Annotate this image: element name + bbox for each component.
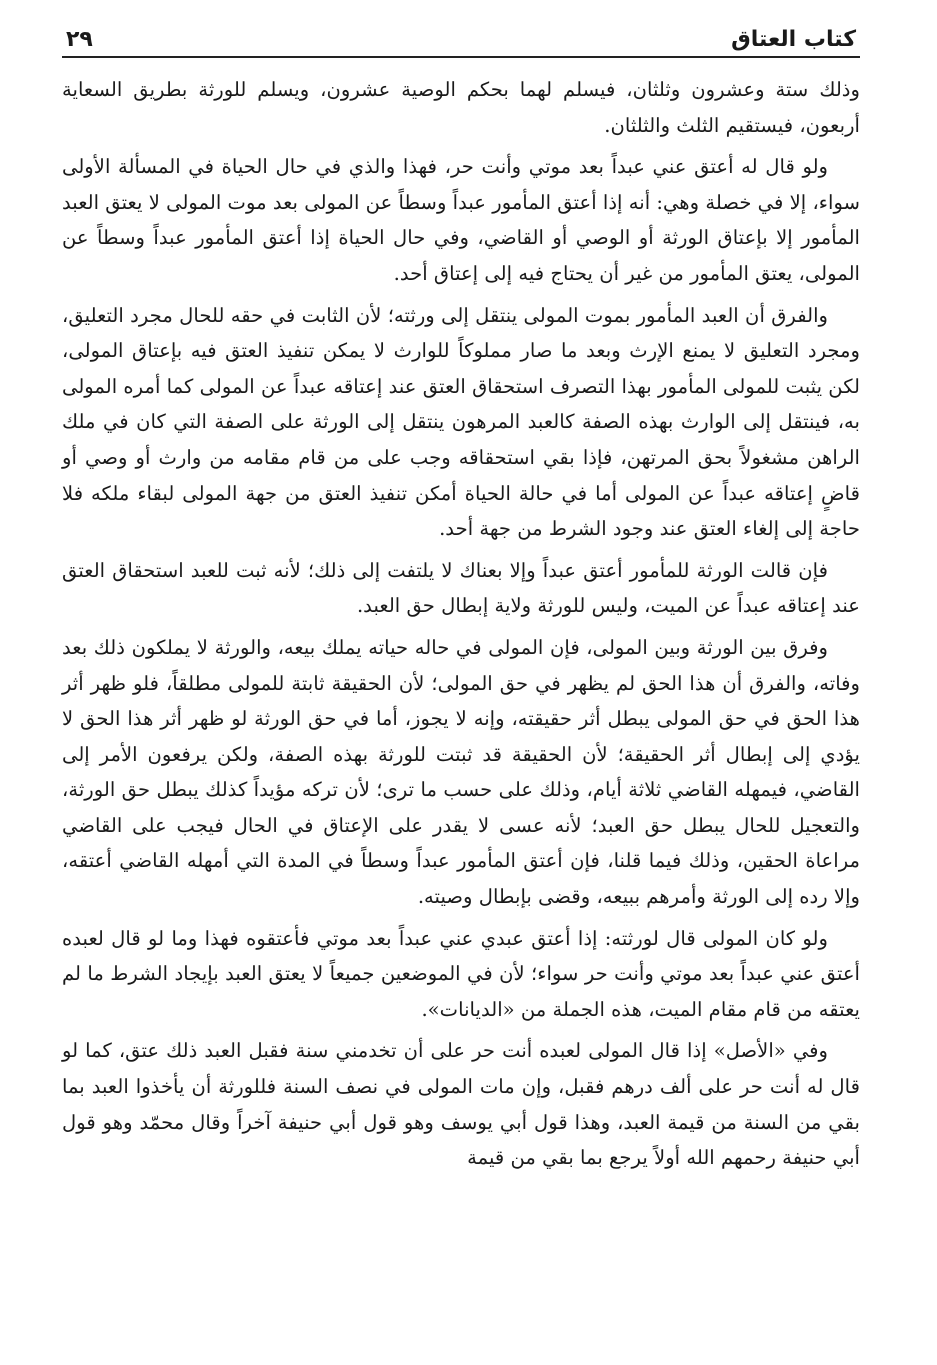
paragraph: فإن قالت الورثة للمأمور أعتق عبداً وإلا بعناك لا يلتفت إلى ذلك؛ لأنه ثبت للعبد استحقاق العتق عند إعتاقه عبداً عن الميت، وليس للورثة ولاية إبطال حق العبد. <box>62 558 860 618</box>
paragraph: ولو قال له أعتق عني عبداً بعد موتي وأنت حر، فهذا والذي في حال الحياة في المسألة الأولى سواء، إلا في خصلة وهي: أنه إذا أعتق المأمور عبداً وسطاً عن المولى بعد موت المولى لا يعتق العبد المأمور إلا بإعتاق الورثة أو الوصي أو القاضي، وفي حال الحياة إذا أعتق المأمور عبداً وسطاً عن المولى، يعتق المأمور من غير أن يحتاج فيه إلى إعتاق أحد. <box>62 155 860 285</box>
paragraph: والفرق أن العبد المأمور بموت المولى ينتقل إلى ورثته؛ لأن الثابت في حقه للحال مجرد التعليق، ومجرد التعليق لا يمنع الإرث وبعد ما صار مملوكاً للوارث لا يمكن تنفيذ العتق فيه بإعتاق المولى، لكن يثبت للمولى المأمور بهذا التصرف استحقاق العتق عند إعتاقه عبداً عن المولى كما أمره المولى به، فينتقل إلى الوارث بهذه الصفة كالعبد المرهون ينتقل إلى الورثة على الصفة التي كان في ملك الراهن مشغولاً بحق المرتهن، فإذا بقي استحقاقه وجب على من قام مقامه من وارث أو وصي أو قاضٍ إعتاقه عبداً عن المولى أما في حالة الحياة أمكن تنفيذ العتق من جهة المولى لبقاء ملكه فلا حاجة إلى إلغاء العتق عند وجود الشرط من جهة أحد. <box>62 303 860 541</box>
page-header <box>62 18 860 58</box>
paragraph: ولو كان المولى قال لورثته: إذا أعتق عبدي عني عبداً بعد موتي فأعتقوه فهذا وما لو قال لعبده أعتق عني عبداً بعد موتي وأنت حر سواء؛ لأن في الموضعين جميعاً لا يعتق العبد بإيجاد الشرط ما لم يعتقه من قام مقام الميت، هذه الجملة من «الديانات». <box>62 926 860 1021</box>
page-body <box>62 72 860 1176</box>
paragraph: وفي «الأصل» إذا قال المولى لعبده أنت حر على أن تخدمني سنة فقبل العبد ذلك عتق، كما لو قال له أنت حر على ألف درهم فقبل، وإن مات المولى في نصف السنة فللورثة أن يأخذوا العبد بما بقي من السنة من قيمة العبد، وهذا قول أبي يوسف وهو قول أبي حنيفة آخراً وقال محمّد وهو قول أبي حنيفة رحمهم الله أولاً يرجع بما بقي من قيمة <box>62 1039 860 1170</box>
page-number: ٢٩ <box>66 27 93 52</box>
paragraph: وذلك ستة وعشرون وثلثان، فيسلم لهما بحكم الوصية عشرون، ويسلم للورثة بطريق السعاية أربعون، فيستقيم الثلث والثلثان. <box>62 78 860 137</box>
paragraph: وفرق بين الورثة وبين المولى، فإن المولى في حاله حياته يملك بيعه، والورثة لا يملكون ذلك بعد وفاته، والفرق أن هذا الحق لم يظهر في حق المولى؛ لأن الحقيقة ثابتة للمولى مطلقاً، فلو ظهر أثر هذا الحق في حق المولى يبطل أثر حقيقته، وإنه لا يجوز، أما في حق الورثة لو ظهر أثر هذا الحق لا يؤدي إلى إبطال أثر الحقيقة؛ لأن الحقيقة قد ثبتت للورثة بهذه الصفة، ولكن يرفعون الأمر إلى القاضي، فيمهله القاضي ثلاثة أيام، وذلك على حسب ما ترى؛ لأن تركه مؤيداً كذلك يبطل حق الورثة، والتعجيل للحال يبطل حق العبد؛ لأنه عسى لا يقدر على الإعتاق في الحال فيجب على القاضي مراعاة الحقين، وذلك فيما قلنا، فإن أعتق المأمور عبداً وسطاً في المدة التي أمهله القاضي أعتقه، وإلا رده إلى الورثة وأمرهم ببيعه، وقضى بإبطال وصيته. <box>62 635 860 909</box>
document-page <box>62 18 860 1182</box>
chapter-title: كتاب العتاق <box>731 27 856 52</box>
